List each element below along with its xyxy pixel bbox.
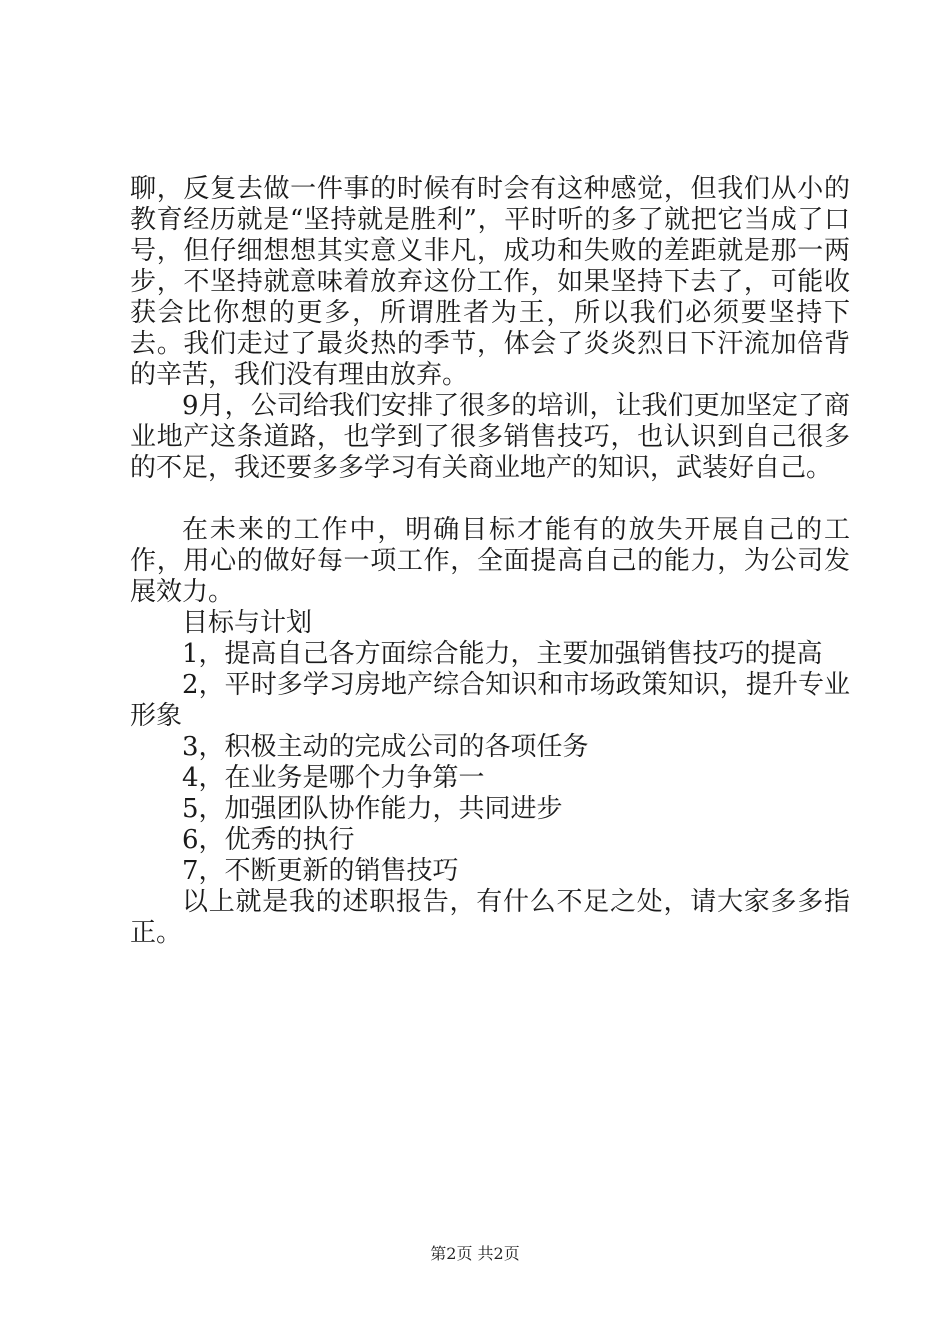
paragraph-spacer <box>130 484 850 515</box>
goal-item-6: 6，优秀的执行 <box>182 825 355 855</box>
paragraph-closing: 以上就是我的述职报告，有什么不足之处，请大家多多指正。 <box>130 887 850 948</box>
paragraph-future-work: 在未来的工作中，明确目标才能有的放失开展自己的工作，用心的做好每一项工作，全面提高自己的能力，为公司发展效力。 <box>130 515 850 607</box>
goal-item-3: 3，积极主动的完成公司的各项任务 <box>182 732 589 762</box>
goal-item-7: 7，不断更新的销售技巧 <box>182 856 459 886</box>
heading-goals-plan: 目标与计划 <box>182 608 313 638</box>
document-body <box>130 174 850 949</box>
goal-item-1: 1，提高自己各方面综合能力，主要加强销售技巧的提高 <box>182 639 823 669</box>
paragraph-september-training: 9月，公司给我们安排了很多的培训，让我们更加坚定了商业地产这条道路，也学到了很多销售技巧，也认识到自己很多的不足，我还要多多学习有关商业地产的知识，武装好自己。 <box>130 391 850 483</box>
goal-item-5: 5，加强团队协作能力，共同进步 <box>182 794 563 824</box>
goal-item-2: 2，平时多学习房地产综合知识和市场政策知识，提升专业形象 <box>130 670 850 731</box>
paragraph-persistence: 聊，反复去做一件事的时候有时会有这种感觉，但我们从小的教育经历就是“坚持就是胜利”，平时听的多了就把它当成了口号，但仔细想想其实意义非凡，成功和失败的差距就是那一两步，不坚持就意味着放弃这份工作，如果坚持下去了，可能收获会比你想的更多，所谓胜者为王，所以我们必须要坚持下去。我们走过了最炎热的季节，体会了炎炎烈日下汗流加倍背的辛苦，我们没有理由放弃。 <box>130 174 850 390</box>
page-number-footer: 第2页 共2页 <box>430 1244 520 1263</box>
goal-item-4: 4，在业务是哪个力争第一 <box>182 763 485 793</box>
